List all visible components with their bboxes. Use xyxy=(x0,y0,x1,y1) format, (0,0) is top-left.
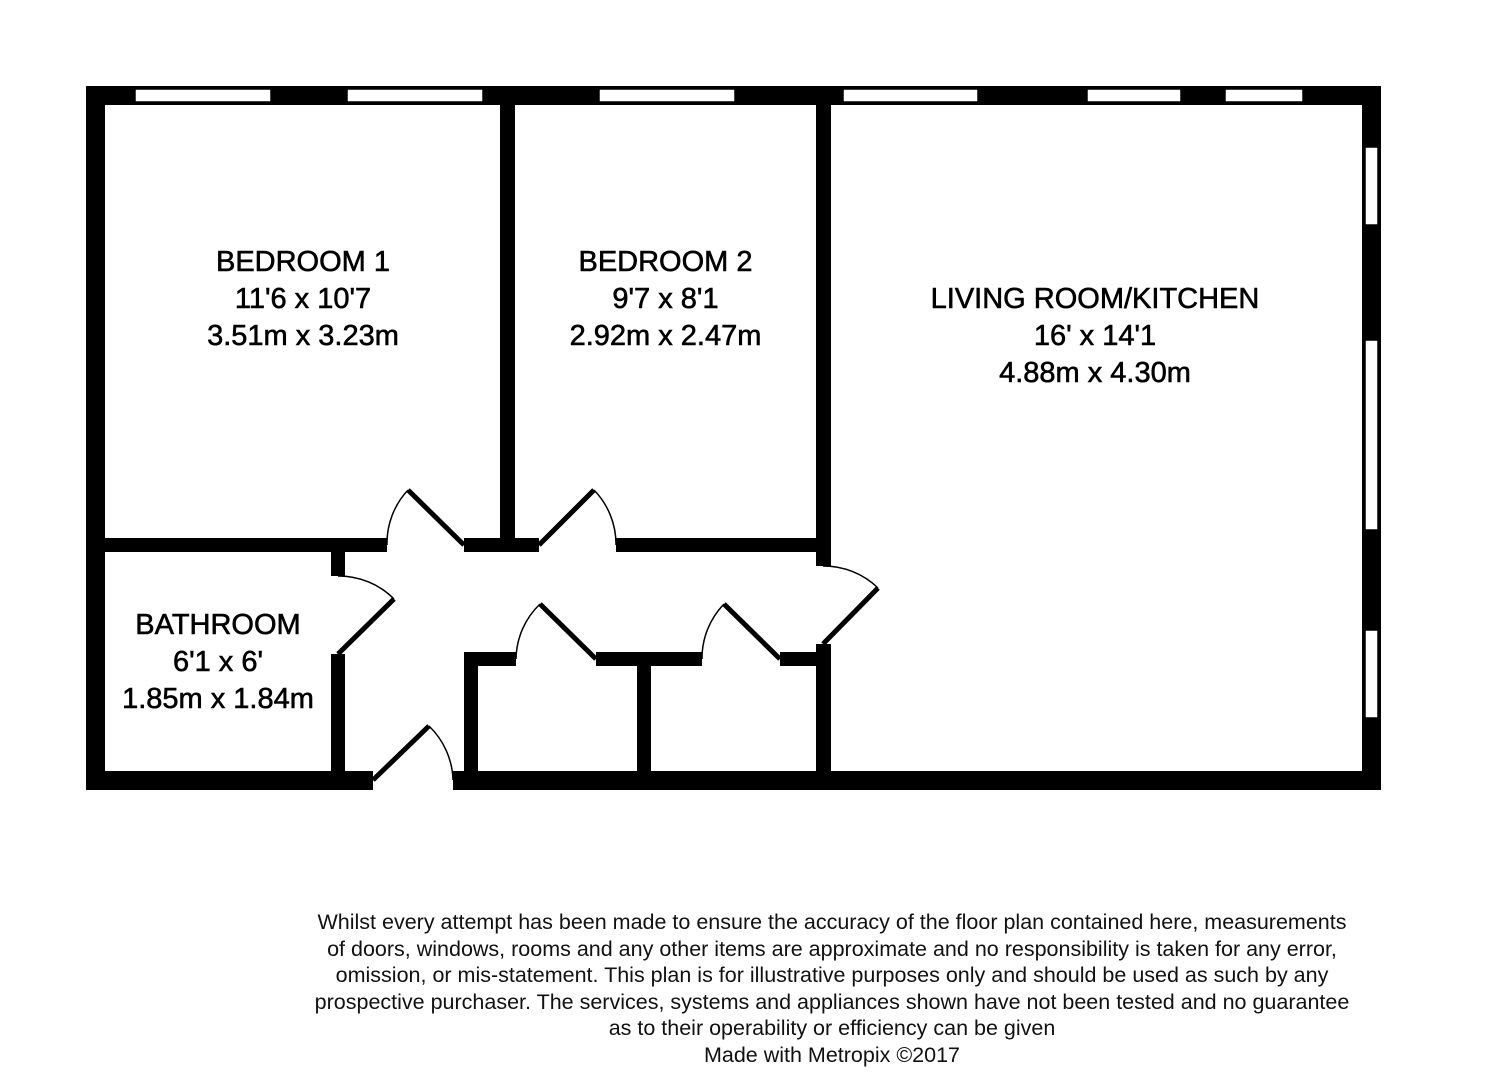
credit-line: Made with Metropix ©2017 xyxy=(703,1042,961,1067)
room-size-metric: 4.88m x 4.30m xyxy=(999,357,1191,389)
wall-cupboard2-top-right xyxy=(780,652,831,666)
door-leaf-bedroom2 xyxy=(539,490,594,545)
disclaimer-line: Whilst every attempt has been made to ensure the accuracy of the floor plan contained here, measurements xyxy=(317,910,1347,934)
disclaimer-line: of doors, windows, rooms and any other items are approximate and no responsibility is taken for any error, xyxy=(327,936,1337,961)
window xyxy=(1225,89,1303,102)
wall-bedroom1-bedroom2 xyxy=(500,86,515,552)
room-size-imperial: 16' x 14'1 xyxy=(1033,320,1157,352)
living-room-label xyxy=(880,281,1310,392)
outer-wall-bottom-right xyxy=(453,771,1381,790)
room-size-metric: 2.92m x 2.47m xyxy=(569,320,762,352)
wall-bedroom2-bottom-right xyxy=(616,538,831,552)
wall-cupboard-divider xyxy=(637,652,651,790)
bedroom1-label xyxy=(150,244,456,355)
door-swing-bathroom xyxy=(338,576,394,599)
window xyxy=(843,89,978,102)
door-leaf-entrance xyxy=(373,726,429,780)
door-leaf-bedroom1 xyxy=(408,490,464,545)
room-size-imperial: 6'1 x 6' xyxy=(172,646,264,678)
outer-wall-bottom-left xyxy=(86,771,373,790)
window xyxy=(1087,89,1181,102)
room-name: LIVING ROOM/KITCHEN xyxy=(930,283,1260,315)
door-swing-cupboard2 xyxy=(702,604,724,659)
room-size-imperial: 11'6 x 10'7 xyxy=(234,283,372,315)
door-swing-entrance xyxy=(429,726,453,780)
room-name: BEDROOM 2 xyxy=(578,246,753,278)
bedroom2-label xyxy=(515,244,816,355)
room-size-metric: 1.85m x 1.84m xyxy=(122,683,314,715)
wall-bedroom1-bottom xyxy=(86,538,387,552)
wall-cupboard1-top-left xyxy=(464,652,516,666)
wall-bathroom-hall-lower xyxy=(331,654,345,790)
door-swing-cupboard1 xyxy=(516,604,540,659)
room-name: BATHROOM xyxy=(135,609,301,641)
door-swing-bedroom1 xyxy=(387,490,408,545)
wall-cupboard1-left xyxy=(464,652,478,790)
wall-bedroom2-living xyxy=(816,86,831,566)
window xyxy=(599,89,735,102)
door-leaf-bathroom xyxy=(338,599,394,654)
wall-bedroom2-bottom-left xyxy=(464,538,539,552)
bathroom-label xyxy=(105,607,331,718)
doors xyxy=(338,490,878,780)
door-leaf-cupboard2 xyxy=(724,604,780,659)
outer-wall-left xyxy=(86,86,105,790)
door-leaf-living xyxy=(823,588,878,644)
disclaimer-line: omission, or mis-statement. This plan is for illustrative purposes only and should be used as such by any xyxy=(335,963,1329,987)
disclaimer-line: as to their operability or efficiency can be given xyxy=(608,1016,1056,1040)
room-size-imperial: 9'7 x 8'1 xyxy=(612,283,719,315)
window xyxy=(135,89,271,102)
window xyxy=(1365,147,1378,225)
door-swing-bedroom2 xyxy=(594,490,616,545)
window xyxy=(347,89,483,102)
window xyxy=(1365,630,1378,718)
wall-cupboard1-top-right xyxy=(596,652,702,666)
door-leaf-cupboard1 xyxy=(540,604,596,659)
door-swing-living xyxy=(823,566,878,588)
disclaimer xyxy=(232,909,1432,1068)
disclaimer-line: prospective purchaser. The services, systems and appliances shown have not been tested and no guarantee xyxy=(314,989,1350,1014)
window xyxy=(1365,340,1378,530)
room-size-metric: 3.51m x 3.23m xyxy=(207,320,399,352)
room-name: BEDROOM 1 xyxy=(215,246,391,278)
